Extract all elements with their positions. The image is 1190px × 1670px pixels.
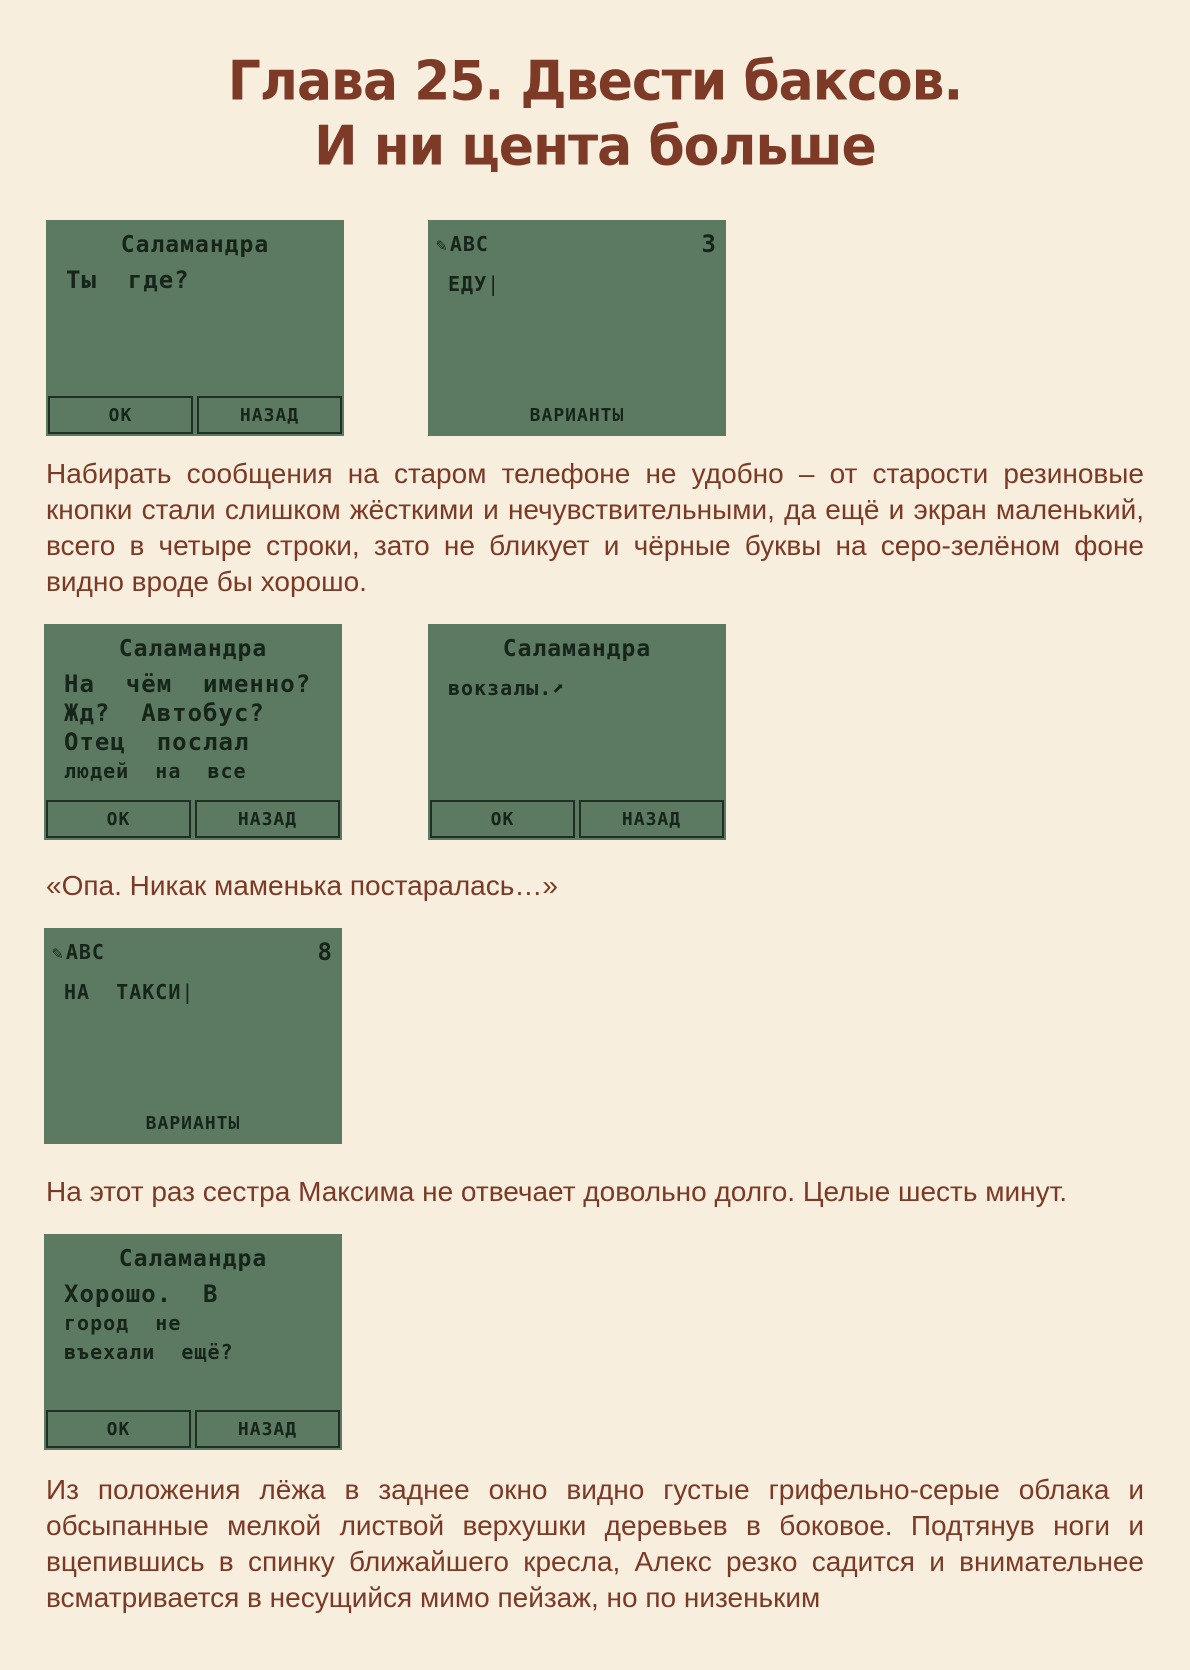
sender-name: Саламандра (118, 636, 268, 662)
text-cursor: | (487, 272, 501, 296)
compose-text[interactable] (448, 270, 716, 299)
char-counter: 8 (317, 938, 332, 966)
compose-text[interactable] (64, 978, 332, 1007)
text-cursor: | (181, 980, 195, 1004)
sender-name: Саламандра (120, 232, 270, 258)
phone-screen-message (44, 624, 342, 840)
compose-value: НА ТАКСИ (64, 980, 182, 1004)
softkey-row (46, 1410, 340, 1448)
message-line: людей на все (64, 759, 247, 783)
message-line: На чём именно? (64, 670, 312, 698)
paragraph-3: На этот раз сестра Максима не отвечает довольно долго. Целые шесть минут. (46, 1176, 1068, 1207)
ok-softkey[interactable]: ОК (46, 1410, 191, 1448)
message-text (66, 266, 334, 295)
chapter-title-line-1: Глава 25. Двести баксов. (227, 49, 963, 113)
chapter-title-line-2: И ни цента больше (314, 115, 876, 179)
input-mode-label: ABC (65, 940, 105, 964)
chapter-title (0, 49, 1190, 179)
message-line: Хорошо. В (64, 1280, 219, 1308)
scroll-arrow-icon: ⬈ (552, 676, 566, 700)
phone-screen-compose (44, 928, 342, 1144)
ok-softkey[interactable]: ОК (48, 396, 193, 434)
back-softkey[interactable]: НАЗАД (195, 1410, 340, 1448)
phone-screen-message (428, 624, 726, 840)
phone-screen-message (46, 220, 344, 436)
message-line: въехали ещё? (64, 1340, 234, 1364)
message-text (448, 674, 716, 703)
input-mode-indicator (436, 232, 489, 256)
input-mode-label: ABC (449, 232, 489, 256)
sender-name: Саламандра (502, 636, 652, 662)
options-softkey[interactable]: ВАРИАНТЫ (529, 405, 625, 426)
paragraph-1: Набирать сообщения на старом телефоне не удобно – от старости резиновые кнопки стали слишком жёсткими и нечувствительными, да ещё и экран маленький, всего в четыре строки, зато не бликует и чёрные буквы на серо-зелёном фоне видно вроде бы хорошо. (46, 458, 1144, 597)
message-text (64, 670, 332, 786)
back-softkey[interactable]: НАЗАД (579, 800, 724, 838)
phone-screen-compose (428, 220, 726, 436)
input-mode-indicator (52, 940, 105, 964)
message-line: Отец послал (64, 728, 250, 756)
paragraph-2: «Опа. Никак маменька постаралась…» (46, 870, 558, 901)
back-softkey[interactable]: НАЗАД (197, 396, 342, 434)
message-line: Ты где? (66, 266, 190, 294)
message-line: город не (64, 1311, 182, 1335)
phone-screen-message (44, 1234, 342, 1450)
pen-icon: ✎ (52, 943, 64, 964)
message-line: вокзалы. (448, 676, 553, 700)
back-softkey[interactable]: НАЗАД (195, 800, 340, 838)
message-line: Жд? Автобус? (64, 699, 265, 727)
paragraph-4: Из положения лёжа в заднее окно видно густые грифельно-серые облака и обсыпанные мелкой листвой верхушки деревьев в боковое. Подтянув ноги и вцепившись в спинку ближайшего кресла, Алекс резко садится и внимательнее всматривается в несущийся мимо пейзаж, но по низеньким (46, 1474, 1144, 1613)
compose-value: ЕДУ (448, 272, 488, 296)
softkey-row (48, 396, 342, 434)
softkey-row (46, 800, 340, 838)
ok-softkey[interactable]: ОК (430, 800, 575, 838)
char-counter: 3 (701, 230, 716, 258)
sender-name: Саламандра (118, 1246, 268, 1272)
ok-softkey[interactable]: ОК (46, 800, 191, 838)
softkey-row (430, 800, 724, 838)
pen-icon: ✎ (436, 235, 448, 256)
message-text (64, 1280, 332, 1367)
options-softkey[interactable]: ВАРИАНТЫ (145, 1113, 241, 1134)
